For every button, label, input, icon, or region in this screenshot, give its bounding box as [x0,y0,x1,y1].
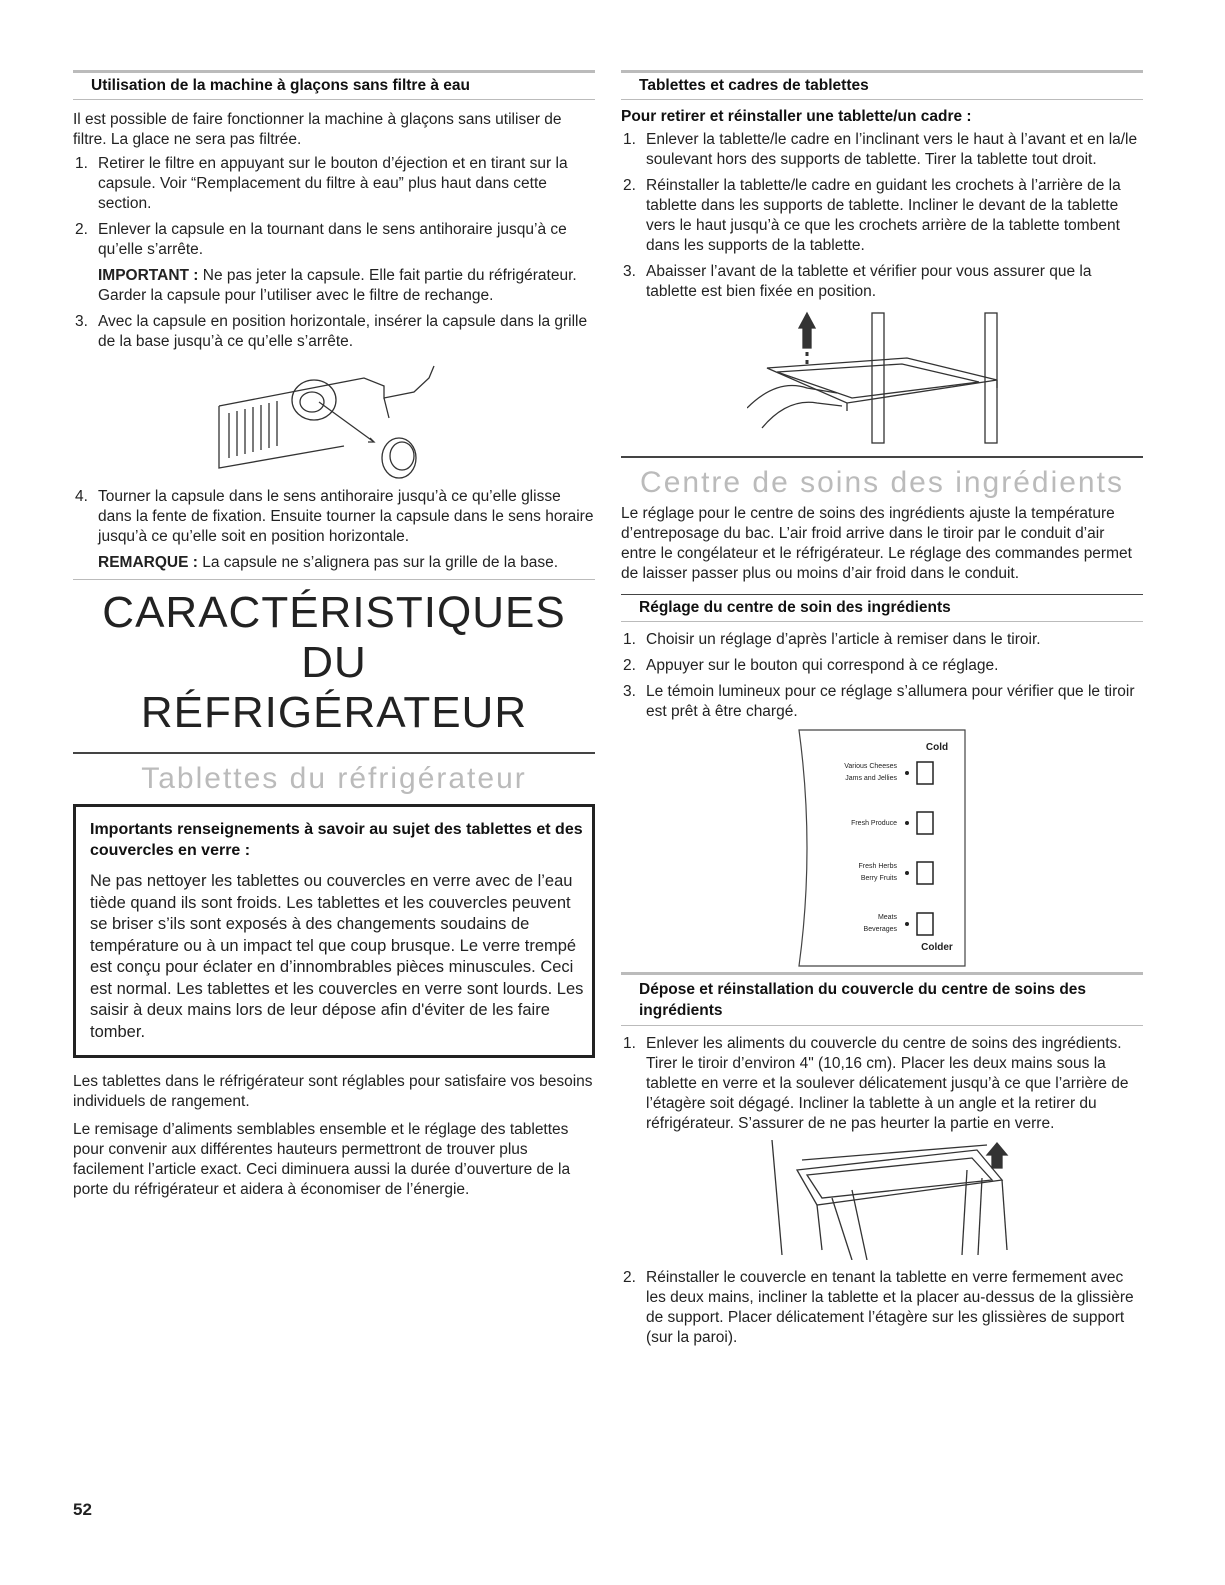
ingredient-care-intro: Le réglage pour le centre de soins des ingrédients ajuste la température d’entreposage du bac. L’air froid arrive dans le tiroir par le conduit d’air entre le congélateur et le réfrigérateur. Le réglage des commandes permet de laisser passer plus ou moins d’air froid dans le conduit. [621,505,1132,582]
lid-removal-step-2 [621,1268,1143,1348]
shelf-removal-illustration [747,308,1017,448]
panel-option-label: Meats [877,914,897,921]
ice-maker-step-4 [73,487,595,573]
list-item: 4. Tourner la capsule dans le sens antihoraire jusqu’à ce qu’elle glisse dans la fente de fixation. Ensuite tourner la capsule dans le sens horaire jusqu’à ce qu’elle soit en position horizontale. REMARQUE : La capsule ne s’alignera pas sur la grille de la base. [75,488,594,571]
section-heading-lid-removal: Dépose et réinstallation du couvercle du centre de soins des ingrédients [621,972,1143,1026]
panel-option-label: Fresh Herbs [858,863,897,870]
list-item: 3. Abaisser l’avant de la tablette et vérifier pour vous assurer que la tablette est bien fixée en position. [623,263,1092,300]
paragraph: Le remisage d’aliments semblables ensemble et le réglage des tablettes pour convenir aux différentes hauteurs permettront de trouver plus facilement l’article exact. Ceci diminuera aussi la durée d’ouverture de la porte du réfrigérateur et aidera à économiser de l’énergie. [73,1121,571,1198]
list-item: 2. Réinstaller le couvercle en tenant la tablette en verre fermement avec les deux mains, incliner la tablette et la placer au-dessus de la glissière de support. Placer délicatement l’étagère sur les glissières de support (sur la paroi). [623,1269,1134,1346]
control-panel-illustration [787,728,977,968]
subheading-remove-shelf: Pour retirer et réinstaller une tablette/un cadre : [621,108,972,125]
lid-removal-steps [621,1034,1143,1134]
ingredient-setting-steps [621,630,1143,722]
paragraph: Les tablettes dans le réfrigérateur sont réglables pour satisfaire vos besoins individuels de rangement. [73,1073,593,1110]
list-item: 3. Le témoin lumineux pour ce réglage s’allumera pour vérifier que le tiroir est prêt à être chargé. [623,683,1135,720]
warning-box-title: Importants renseignements à savoir au sujet des tablettes et des couvercles en verre : [90,821,583,859]
list-item: 1. Retirer le filtre en appuyant sur le bouton d’éjection et en tirant sur la capsule. Voir “Remplacement du filtre à eau” plus haut dans cette section. [75,155,568,212]
cold-label: Cold [925,742,949,753]
filter-cap-illustration [214,358,454,483]
important-note: IMPORTANT : Ne pas jeter la capsule. Elle fait partie du réfrigérateur. Garder la capsule pour l’utiliser avec le filtre de rechange. [98,267,577,304]
panel-option-label: Berry Fruits [860,875,897,882]
panel-option-label: Various Cheeses [844,763,897,770]
divider [73,579,595,580]
left-column [73,70,595,1200]
setting-button[interactable] [917,812,933,834]
divider [73,752,595,754]
list-item: 2. Enlever la capsule en la tournant dans le sens antihoraire jusqu’à ce qu’elle s’arrête. IMPORTANT : Ne pas jeter la capsule. Elle fait partie du réfrigérateur. Garder la capsule pour l’utiliser avec le filtre de rechange. [73,220,595,306]
chapter-title: CARACTÉRISTIQUES DU RÉFRIGÉRATEUR [102,588,566,737]
panel-option-label: Fresh Produce [851,820,897,827]
list-item: 1. Enlever la tablette/le cadre en l’inclinant vers le haut à l’avant et en la/le soulevant hors des supports de tablette. Tirer la tablette tout droit. [623,131,1138,168]
list-item: 2. Appuyer sur le bouton qui correspond à ce réglage. [623,657,999,674]
remark-note: REMARQUE : La capsule ne s’alignera pas sur la grille de la base. [98,554,559,571]
setting-button[interactable] [917,862,933,884]
list-item: 1. Enlever les aliments du couvercle du centre de soins des ingrédients. Tirer le tiroir d’environ 4" (10,16 cm). Placer les deux mains sous la tablette en verre et la soulever délicatement jusqu’à ce que l’arrière de l’étagère soit dégagé. Incliner la tablette à un angle et la retirer du réfrigérateur. S’assurer de ne pas heurter la partie en verre. [623,1035,1129,1132]
panel-option-label: Beverages [863,926,897,933]
lid-removal-illustration [752,1140,1012,1260]
page-number: 52 [73,1500,92,1519]
list-item: 3. Avec la capsule en position horizontale, insérer la capsule dans la grille de la base jusqu’à ce qu’elle s’arrête. [75,313,588,350]
shelf-steps [621,130,1143,302]
ice-maker-steps [73,154,595,352]
warning-box [73,804,595,1058]
section-heading-ice-maker: Utilisation de la machine à glaçons sans filtre à eau [73,70,595,100]
section-heading-shelves-frames: Tablettes et cadres de tablettes [621,70,1143,100]
divider [621,456,1143,458]
setting-button[interactable] [917,913,933,935]
panel-option-label: Jams and Jellies [845,775,897,782]
list-item: 2. Réinstaller la tablette/le cadre en guidant les crochets à l’arrière de la tablette dans les supports de tablette. Incliner le devant de la tablette vers le haut jusqu’à ce que les crochets arrière de la tablette tombent dans les supports de la tablette. [623,177,1121,254]
colder-label: Colder [921,942,953,953]
section-title-ingredient-care: Centre de soins des ingrédients [640,466,1124,499]
right-column [621,70,1143,1354]
list-item: 1. Choisir un réglage d’après l’article à remiser dans le tiroir. [623,631,1041,648]
setting-button[interactable] [917,762,933,784]
warning-box-body: Ne pas nettoyer les tablettes ou couvercles en verre avec de l’eau tiède quand ils sont froids. Les tablettes et les couvercles peuvent se briser s’ils sont exposés à des changements soudains de température ou à un impact tel que coup brusque. Le verre trempé est conçu pour éclater en d’innombrables pièces minuscules. Ceci est normal. Les tablettes et les couvercles en verre sont lourds. Les saisir à deux mains lors de leur dépose afin d'éviter de les faire tomber. [90,872,584,1041]
section-heading-ingredient-setting: Réglage du centre de soin des ingrédients [621,594,1143,622]
section-title-shelves: Tablettes du réfrigérateur [141,762,527,795]
ice-maker-intro: Il est possible de faire fonctionner la machine à glaçons sans utiliser de filtre. La glace ne sera pas filtrée. [73,111,562,148]
